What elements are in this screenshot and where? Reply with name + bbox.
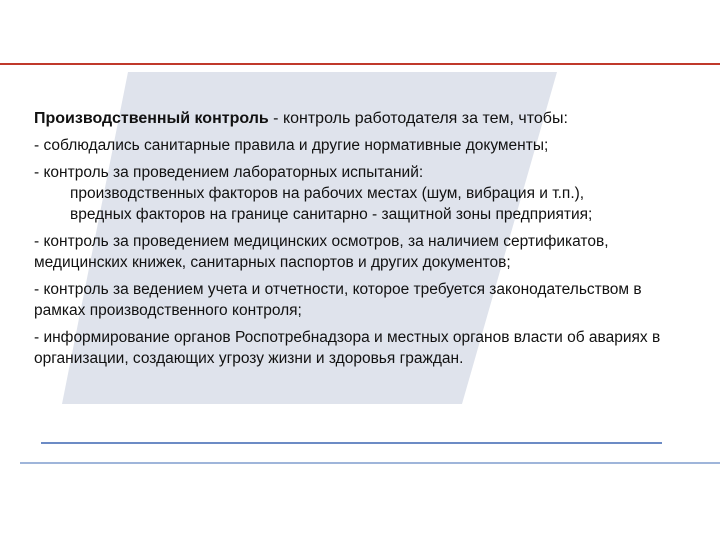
heading-paragraph (34, 108, 694, 129)
item-lab-tests (34, 162, 694, 225)
heading-definition: - контроль работодателя за тем, чтобы: (268, 110, 568, 127)
slide-body (34, 108, 694, 375)
item-medical-exams: - контроль за проведением медицинских осмотров, за наличием сертификатов, медицинских книжек, санитарных паспортов и других документов; (34, 233, 609, 271)
item-lab-tests-intro: - контроль за проведением лабораторных испытаний: (34, 164, 424, 181)
heading-term: Производственный контроль (34, 110, 269, 127)
item-informing-authorities: - информирование органов Роспотребнадзора и местных органов власти об авариях в организации, создающих угрозу жизни и здоровья граждан. (34, 329, 661, 367)
item-sanitary-rules: - соблюдались санитарные правила и другие нормативные документы; (34, 137, 549, 154)
item-lab-tests-sanitary-zone: вредных факторов на границе санитарно - защитной зоны предприятия; (70, 206, 593, 223)
divider-line-lower (20, 462, 720, 464)
item-accounting-reporting: - контроль за ведением учета и отчетности, которое требуется законодательством в рамках производственного контроля; (34, 281, 642, 319)
divider-line-upper (41, 442, 662, 444)
top-red-rule (0, 63, 720, 65)
item-lab-tests-workplace: производственных факторов на рабочих местах (шум, вибрация и т.п.), (70, 185, 585, 202)
